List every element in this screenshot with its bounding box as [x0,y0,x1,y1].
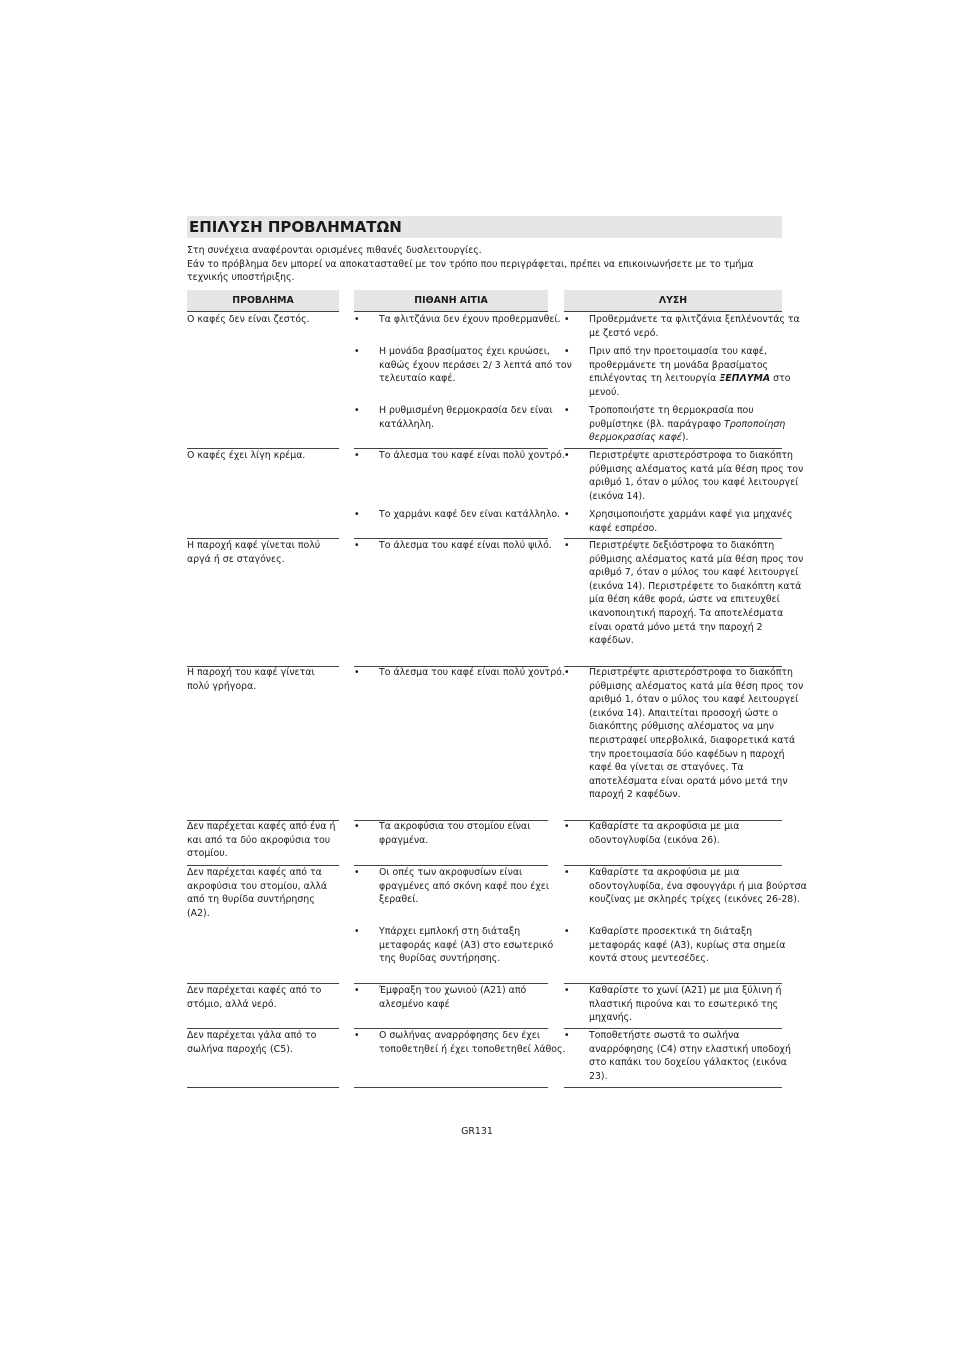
solution-text: Προθερμάνετε τα φλιτζάνια ξεπλένοντάς τα με ζεστό νερό. [589,314,800,339]
row-3-problem: Η παροχή καφέ γίνεται πολύ αργά ή σε σταγόνες. [187,540,321,565]
solution-text: Περιστρέψτε αριστερόστροφα το διακόπτη ρύθμισης αλέσματος κατά μία θέση προς τον αριθμό 1, όταν ο μύλος του καφέ λειτουργεί (εικόνα 14). Απαιτείται προσοχή ώστε ο διακόπτης ρύθμισης αλέσματος να μην περιστραφεί υπερβολικά, διαφορετικά κατά την προετοιμασία δύο καφέδων η παροχή καφέ θα γίνεται σε σταγόνες. Τα αποτελέσματα είναι ορατά μόνο μετά την παροχή 2 καφέδων. [589,667,804,801]
cause-text: Η μονάδα βρασίματος έχει κρυώσει, καθώς έχουν περάσει 2/ 3 λεπτά από τον τελευταίο καφέ. [379,346,572,385]
bullet-mark: • [564,540,570,551]
bullet-mark: • [564,667,570,678]
row-1-cause-3 [354,404,573,431]
row-1-cause-1 [354,313,573,327]
solution-text: Καθαρίστε το χωνί (A21) με μια ξύλινη ή πλαστική πιρούνα και το εσωτερικό της μηχανής. [589,985,782,1024]
cause-text: Έμφραξη του χωνιού (A21) από αλεσμένο καφέ [379,985,527,1010]
row-divider [354,1087,548,1088]
column-header-cause: ΠΙΘΑΝΗ ΑΙΤΙΑ [354,290,548,312]
solution-text: Καθαρίστε τα ακροφύσια με μια οδοντογλυφίδα (εικόνα 26). [589,821,740,846]
row-4-problem: Η παροχή του καφέ γίνεται πολύ γρήγορα. [187,667,315,692]
intro-text [187,244,787,285]
row-4-solution-1 [564,666,807,802]
cause-text: Το άλεσμα του καφέ είναι πολύ χοντρό. [379,667,565,678]
solution-text: Περιστρέψτε δεξιόστροφα το διακόπτη ρύθμισης αλέσματος κατά μία θέση προς τον αριθμό 7, όταν ο μύλος του καφέ λειτουργεί (εικόνα 14). Περιστρέφετε το διακόπτη κατά μία θέση κάθε φορά, ώστε να επιτευχθεί ικανοποιητική παροχή. Τα αποτελέσματα είναι ορατά μόνο μετά την παροχή 2 καφέδων. [589,540,804,647]
column-header-solution: ΛΥΣΗ [564,290,782,312]
row-8-cause-1 [354,1029,573,1056]
solution-text: Καθαρίστε τα ακροφύσια με μια οδοντογλυφίδα, ένα σφουγγάρι ή μια βούρτσα κουζίνας με σκληρές τρίχες (εικόνες 26-28). [589,867,807,906]
bullet-mark: • [354,667,360,678]
row-7-cause-1 [354,984,573,1011]
cause-text: Οι οπές των ακροφυσίων είναι φραγμένες από σκόνη καφέ που έχει ξεραθεί. [379,867,550,906]
row-2-solution-1 [564,449,807,503]
bullet-mark: • [354,926,360,937]
solution-text: Περιστρέψτε αριστερόστροφα το διακόπτη ρύθμισης αλέσματος κατά μία θέση προς τον αριθμό 1, όταν ο μύλος του καφέ λειτουργεί (εικόνα 14). [589,450,804,502]
column-header-problem: ΠΡΟΒΛΗΜΑ [187,290,339,312]
row-2-solution-2 [564,508,807,535]
row-3-solution-1 [564,539,807,648]
row-3-cause-1 [354,539,573,553]
cause-text: Ο σωλήνας αναρρόφησης δεν έχει τοποθετηθεί ή έχει τοποθετηθεί λάθος. [379,1030,566,1055]
row-1-solution-2 [564,345,807,399]
bullet-mark: • [564,985,570,996]
row-8-solution-1 [564,1029,807,1083]
page-title: ΕΠΙΛΥΣΗ ΠΡΟΒΛΗΜΑΤΩΝ [189,218,402,236]
bullet-mark: • [564,314,570,325]
bullet-mark: • [354,867,360,878]
row-2-problem: Ο καφές έχει λίγη κρέμα. [187,450,306,461]
bullet-mark: • [354,450,360,461]
cause-text: Τα φλιτζάνια δεν έχουν προθερμανθεί. [379,314,561,325]
bullet-mark: • [564,450,570,461]
solution-emphasis: Τροποποίηση θερμοκρασίας καφέ [589,418,786,444]
row-5-cause-1 [354,820,573,847]
solution-text: Τροποποιήστε τη θερμοκρασία που ρυθμίστηκε (βλ. παράγραφο [589,405,754,430]
cause-text: Υπάρχει εμπλοκή στη διάταξη μεταφοράς καφέ (A3) στο εσωτερικό της θυρίδας συντήρησης. [379,926,554,965]
solution-text: Τοποθετήστε σωστά το σωλήνα αναρρόφησης (C4) στην ελαστική υποδοχή στο καπάκι του δοχείου γάλακτος (εικόνα 23). [589,1030,791,1082]
cause-text: Το χαρμάνι καφέ δεν είναι κατάλληλο. [379,509,561,520]
bullet-mark: • [564,821,570,832]
solution-text: Πριν από την προετοιμασία του καφέ, προθερμάνετε τη μονάδα βρασίματος επιλέγοντας τη λειτουργία [589,346,769,385]
bullet-mark: • [564,405,570,416]
intro-line-2: Εάν το πρόβλημα δεν μπορεί να αποκατασταθεί με τον τρόπο που περιγράφεται, πρέπει να επικοινωνήσετε με το τμήμα τεχνικής υποστήριξης. [187,258,754,284]
row-1-problem: Ο καφές δεν είναι ζεστός. [187,314,310,325]
row-6-solution-1 [564,866,807,907]
bullet-mark: • [564,346,570,357]
solution-text: Καθαρίστε προσεκτικά τη διάταξη μεταφοράς καφέ (A3), κυρίως στα σημεία κοντά στους μεντεσέδες. [589,926,786,965]
bullet-mark: • [564,1030,570,1041]
row-1-solution-1 [564,313,807,340]
bullet-mark: • [564,867,570,878]
bullet-mark: • [354,346,360,357]
row-2-cause-1 [354,449,573,463]
intro-line-1: Στη συνέχεια αναφέρονται ορισμένες πιθανές δυσλειτουργίες. [187,245,482,256]
bullet-mark: • [354,1030,360,1041]
row-5-problem: Δεν παρέχεται καφές από ένα ή και από τα δύο ακροφύσια του στομίου. [187,821,336,860]
row-2-cause-2 [354,508,573,522]
row-6-solution-2 [564,925,807,966]
row-5-solution-1 [564,820,807,847]
row-6-cause-2 [354,925,573,966]
solution-text-tail: στο μενού. [589,373,791,398]
bullet-mark: • [354,985,360,996]
bullet-mark: • [564,926,570,937]
row-6-problem: Δεν παρέχεται καφές από τα ακροφύσια του στομίου, αλλά από τη θυρίδα συντήρησης (A2). [187,867,328,919]
cause-text: Τα ακροφύσια του στομίου είναι φραγμένα. [379,821,531,846]
bullet-mark: • [564,509,570,520]
cause-text: Το άλεσμα του καφέ είναι πολύ χοντρό. [379,450,565,461]
row-1-cause-2 [354,345,573,386]
solution-emphasis: ΞΕΠΛΥΜΑ [719,373,771,385]
row-1-solution-3 [564,404,807,445]
bullet-mark: • [354,821,360,832]
row-divider [187,1087,339,1088]
row-7-solution-1 [564,984,807,1025]
row-divider [564,1087,782,1088]
row-7-problem: Δεν παρέχεται καφές από το στόμιο, αλλά νερό. [187,985,322,1010]
row-4-cause-1 [354,666,573,680]
cause-text: Το άλεσμα του καφέ είναι πολύ ψιλό. [379,540,552,551]
solution-text-tail: ). [681,432,689,444]
title-bar [187,216,782,238]
row-6-cause-1 [354,866,573,907]
cause-text: Η ρυθμισμένη θερμοκρασία δεν είναι κατάλληλη. [379,405,553,430]
page-number: GR131 [461,1126,493,1137]
row-8-problem: Δεν παρέχεται γάλα από το σωλήνα παροχής (C5). [187,1030,317,1055]
solution-text: Χρησιμοποιήστε χαρμάνι καφέ για μηχανές καφέ εσπρέσο. [589,509,793,534]
bullet-mark: • [354,314,360,325]
bullet-mark: • [354,540,360,551]
bullet-mark: • [354,509,360,520]
bullet-mark: • [354,405,360,416]
